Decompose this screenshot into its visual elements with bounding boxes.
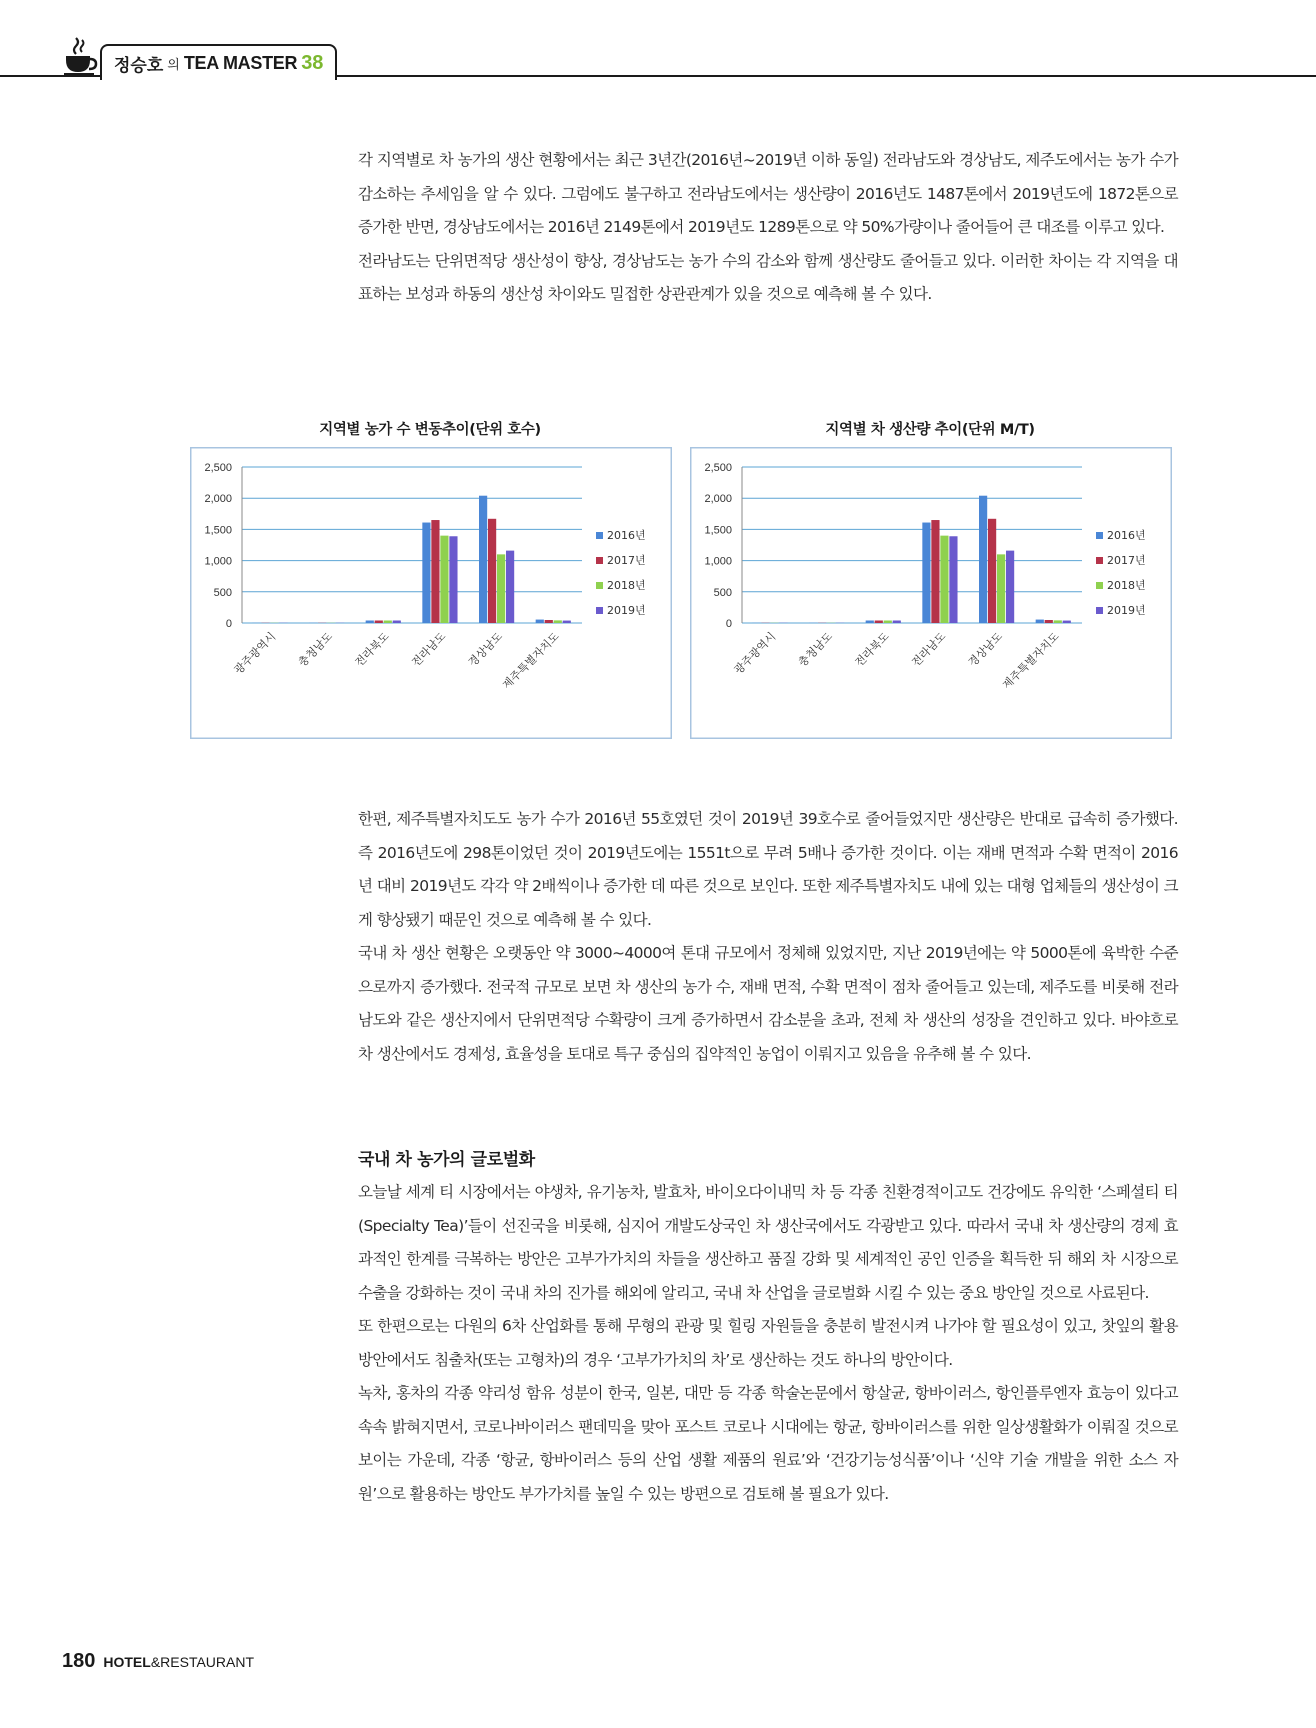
paragraph: 전라남도는 단위면적당 생산성이 향상, 경상남도는 농가 수의 감소와 함께 생산량도 줄어들고 있다. 이러한 차이는 각 지역을 대표하는 보성과 하동의 생산성 차이와도 밀접한 상관관계가 있을 것으로 예측해 볼 수 있다. xyxy=(358,251,1178,303)
bar xyxy=(393,621,401,623)
series-title: TEA MASTER xyxy=(183,52,298,73)
x-category-label: 경상남도 xyxy=(465,629,506,670)
y-tick-label: 1,000 xyxy=(704,555,732,568)
bar xyxy=(949,536,957,623)
bar xyxy=(497,554,505,623)
magazine-name xyxy=(103,1654,254,1670)
legend-label: 2017년 xyxy=(1107,554,1146,567)
y-tick-label: 2,500 xyxy=(204,462,232,474)
bar xyxy=(366,621,374,623)
bar xyxy=(449,536,457,623)
legend-swatch xyxy=(1096,582,1103,589)
x-category-label: 광주광역시 xyxy=(231,629,279,677)
bar xyxy=(375,621,383,623)
legend-label: 2018년 xyxy=(607,579,646,592)
bar xyxy=(940,536,948,623)
bar xyxy=(875,621,883,623)
paragraph: 각 지역별로 차 농가의 생산 현황에서는 최근 3년간(2016년~2019년 이하 동일) 전라남도와 경상남도, 제주도에서는 농가 수가 감소하는 추세임을 알 수 있다. 그럼에도 불구하고 전라남도에서는 생산량이 2016년도 1487톤에서 2019년도에 1872톤으로 증가한 반면, 경상남도에서는 2016년 2149톤에서 2019년도 1289톤으로 약 50%가량이나 줄어들어 큰 대조를 이루고 있다. xyxy=(358,151,1178,236)
bar xyxy=(1054,620,1062,623)
bar xyxy=(422,523,430,623)
bar xyxy=(536,620,544,623)
bar xyxy=(1036,620,1044,623)
series-tab xyxy=(100,44,337,80)
chart-title-production: 지역별 차 생산량 추이(단위 M/T) xyxy=(825,422,1035,438)
bar xyxy=(1045,620,1053,623)
bar xyxy=(554,620,562,623)
chart-farms xyxy=(190,447,672,739)
bar xyxy=(479,496,487,623)
bar xyxy=(488,519,496,623)
page-number: 180 xyxy=(62,1650,96,1672)
page-footer xyxy=(62,1650,254,1673)
paragraph: 국내 차 생산 현황은 오랫동안 약 3000~4000여 톤대 규모에서 정체해 있었지만, 지난 2019년에는 약 5000톤에 육박한 수준으로까지 증가했다. 전국적 규모로 보면 차 생산의 농가 수, 재배 면적, 수확 면적이 점차 줄어들고 있는데, 제주도를 비롯해 전라남도와 같은 생산지에서 단위면적당 수확량이 크게 증가하면서 감소분을 초과, 전체 차 생산의 성장을 견인하고 있다. 바야흐로 차 생산에서도 경제성, 효율성을 토대로 특구 중심의 집약적인 농업이 이뤄지고 있음을 유추해 볼 수 있다. xyxy=(358,944,1178,1063)
y-tick-label: 1,500 xyxy=(204,524,232,537)
x-category-label: 제주특별자치도 xyxy=(999,629,1062,692)
bar xyxy=(979,496,987,623)
chart-production xyxy=(690,447,1172,739)
x-category-label: 전라남도 xyxy=(909,629,949,670)
y-tick-label: 500 xyxy=(213,586,232,599)
bar xyxy=(866,621,874,623)
legend-label: 2016년 xyxy=(607,529,646,542)
legend-swatch xyxy=(596,532,603,539)
issue-number: 38 xyxy=(301,51,324,74)
chart-border xyxy=(191,448,672,739)
magazine-name-rest: &RESTAURANT xyxy=(150,1654,255,1670)
paragraph: 한편, 제주특별자치도도 농가 수가 2016년 55호였던 것이 2019년 39호수로 줄어들었지만 생산량은 반대로 급속히 증가했다. 즉 2016년도에 298톤이었던 것이 2019년도에는 1551t으로 무려 5배나 증가한 것이다. 이는 재배 면적과 수확 면적이 2016년 대비 2019년도 각각 약 2배씩이나 증가한 데 따른 것으로 보인다. 또한 제주특별자치도 내에 있는 대형 업체들의 생산성이 크게 향상됐기 때문인 것으로 예측해 볼 수 있다. xyxy=(358,810,1178,929)
paragraph: 또 한편으로는 다원의 6차 산업화를 통해 무형의 관광 및 힐링 자원들을 충분히 발전시켜 나가야 할 필요성이 있고, 찻잎의 활용 방안에서도 침출차(또는 고형차)의 경우 ‘고부가가치의 차’로 생산하는 것도 하나의 방안이다. xyxy=(358,1317,1178,1369)
legend-swatch xyxy=(1096,607,1103,614)
x-category-label: 경상남도 xyxy=(965,629,1006,670)
bar xyxy=(545,620,553,623)
bar xyxy=(884,621,892,623)
x-category-label: 광주광역시 xyxy=(731,629,779,677)
bar xyxy=(922,523,930,623)
x-category-label: 전라북도 xyxy=(352,629,392,670)
magazine-name-bold: HOTEL xyxy=(103,1654,151,1670)
section-heading: 국내 차 농가의 글로벌화 xyxy=(358,1150,535,1170)
intro-text xyxy=(358,144,1178,312)
y-tick-label: 1,000 xyxy=(204,555,232,568)
page-header xyxy=(0,30,1316,90)
bar xyxy=(997,554,1005,623)
bar xyxy=(988,519,996,623)
legend-label: 2019년 xyxy=(1107,604,1146,617)
y-tick-label: 1,500 xyxy=(704,524,732,537)
paragraph: 오늘날 세계 티 시장에서는 야생차, 유기농차, 발효차, 바이오다이내믹 차 등 각종 친환경적이고도 건강에도 유익한 ‘스페셜티 티(Specialty Tea)’들이 선진국을 비롯해, 심지어 개발도상국인 차 생산국에서도 각광받고 있다. 따라서 국내 차 생산량의 경제 효과적인 한계를 극복하는 방안은 고부가가치의 차들을 생산하고 품질 강화 및 세계적인 공인 인증을 획득한 뒤 해외 차 시장으로 수출을 강화하는 것이 국내 차의 진가를 해외에 알리고, 국내 차 산업을 글로벌화 시킬 수 있는 중요 방안일 것으로 사료된다. xyxy=(358,1183,1178,1302)
legend-swatch xyxy=(1096,557,1103,564)
x-category-label: 충청남도 xyxy=(795,629,836,670)
legend-label: 2016년 xyxy=(1107,529,1146,542)
y-tick-label: 0 xyxy=(725,618,732,630)
paragraph: 녹차, 홍차의 각종 약리성 함유 성분이 한국, 일본, 대만 등 각종 학술논문에서 항살균, 항바이러스, 항인플루엔자 효능이 있다고 속속 밝혀지면서, 코로나바이러스 팬데믹을 맞아 포스트 코로나 시대에는 항균, 항바이러스를 위한 일상생활화가 이뤄질 것으로 보이는 가운데, 각종 ‘항균, 항바이러스 등의 산업 생활 제품의 원료’와 ‘건강기능성식품’이나 ‘신약 기술 개발을 위한 소스 자원’으로 활용하는 방안도 부가가치를 높일 수 있는 방편으로 검토해 볼 필요가 있다. xyxy=(358,1384,1178,1503)
legend-swatch xyxy=(596,607,603,614)
y-tick-label: 2,000 xyxy=(204,493,232,506)
chart-border xyxy=(691,448,1172,739)
author-name: 정승호 xyxy=(114,55,164,76)
author-particle: 의 xyxy=(167,57,180,73)
chart-title-farms: 지역별 농가 수 변동추이(단위 호수) xyxy=(319,422,541,438)
bar xyxy=(1006,551,1014,623)
bar xyxy=(431,520,439,623)
x-category-label: 전라북도 xyxy=(852,629,892,670)
y-tick-label: 0 xyxy=(225,618,232,630)
y-tick-label: 2,500 xyxy=(704,462,732,474)
x-category-label: 충청남도 xyxy=(295,629,336,670)
bar xyxy=(1063,621,1071,623)
bar xyxy=(384,621,392,623)
legend-label: 2018년 xyxy=(1107,579,1146,592)
teacup-icon xyxy=(62,36,98,76)
x-category-label: 전라남도 xyxy=(409,629,449,670)
legend-swatch xyxy=(596,582,603,589)
y-tick-label: 2,000 xyxy=(704,493,732,506)
legend-label: 2017년 xyxy=(607,554,646,567)
bar xyxy=(440,536,448,623)
bar xyxy=(931,520,939,623)
legend-label: 2019년 xyxy=(607,604,646,617)
x-category-label: 제주특별자치도 xyxy=(499,629,562,692)
bar xyxy=(893,621,901,623)
y-tick-label: 500 xyxy=(713,586,732,599)
legend-swatch xyxy=(596,557,603,564)
bar xyxy=(506,551,514,623)
bar xyxy=(563,621,571,623)
globalization-text xyxy=(358,1176,1178,1511)
middle-text xyxy=(358,803,1178,1071)
legend-swatch xyxy=(1096,532,1103,539)
